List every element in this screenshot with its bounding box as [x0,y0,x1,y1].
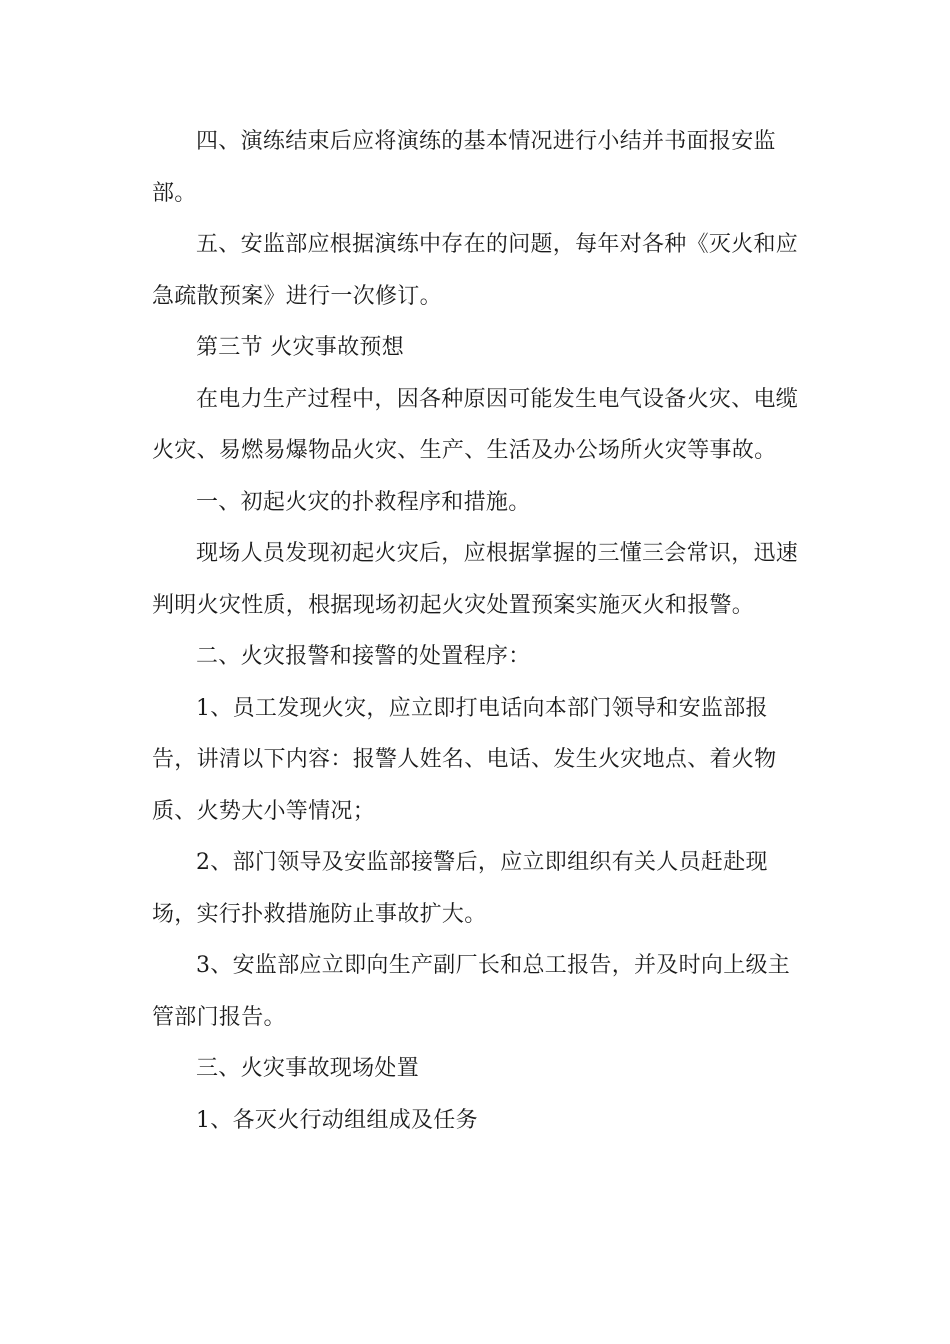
subheading-alarm-procedure [152,631,802,683]
subheading-onsite-handling [152,1043,802,1095]
paragraph-alarm-step-3 [152,940,802,1043]
text-line: 质、火势大小等情况； [152,798,376,824]
text-line: 四、演练结束后应将演练的基本情况进行小结并书面报安监 [196,129,776,154]
text-line: 2、部门领导及安监部接警后，应立即组织有关人员赶赴现 [196,850,768,875]
text-line: 五、安监部应根据演练中存在的问题，每年对各种《灭火和应 [196,232,799,257]
paragraph-drill-summary [152,116,802,219]
paragraph-plan-revision [152,219,802,322]
text-line: 管部门报告。 [152,1004,286,1030]
paragraph-initial-response [152,528,802,631]
text-line: 一、初起火灾的扑救程序和措施。 [196,489,531,515]
text-line: 三、火灾事故现场处置 [196,1056,420,1081]
text-line: 部。 [152,180,197,206]
text-line: 1、员工发现火灾，应立即打电话向本部门领导和安监部报 [196,695,768,721]
text-line: 1、各灭火行动组组成及任务 [196,1107,478,1133]
text-line: 3、安监部应立即向生产副厂长和总工报告，并及时向上级主 [196,953,791,978]
text-line: 现场人员发现初起火灾后，应根据掌握的三懂三会常识，迅速 [196,541,799,566]
text-line: 二、火灾报警和接警的处置程序： [196,644,531,669]
paragraph-alarm-step-1 [152,683,802,838]
paragraph-fire-types [152,374,802,477]
text-line: 第三节 火灾事故预想 [196,335,404,360]
text-line: 判明火灾性质，根据现场初起火灾处置预案实施灭火和报警。 [152,592,755,618]
subheading-initial-fire [152,477,802,529]
document-body [152,116,802,1146]
text-line: 在电力生产过程中，因各种原因可能发生电气设备火灾、电缆 [196,386,799,412]
paragraph-alarm-step-2 [152,837,802,940]
subheading-team-tasks [152,1095,802,1147]
text-line: 告，讲清以下内容：报警人姓名、电话、发生火灾地点、着火物 [152,747,777,772]
text-line: 火灾、易燃易爆物品火灾、生产、生活及办公场所火灾等事故。 [152,438,777,463]
section-heading [152,322,802,374]
text-line: 场，实行扑救措施防止事故扩大。 [152,901,487,927]
text-line: 急疏散预案》进行一次修订。 [152,283,442,309]
